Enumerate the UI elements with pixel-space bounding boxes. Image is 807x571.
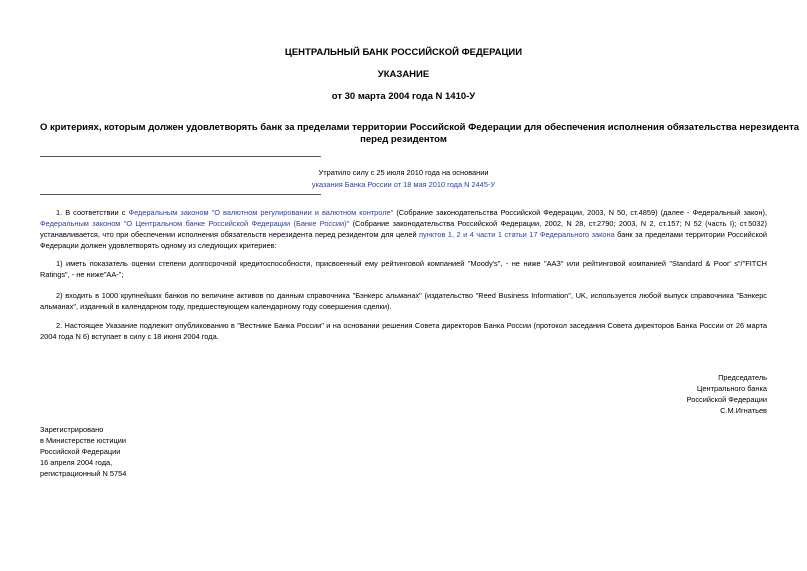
status-note-link[interactable]: указания Банка России от 18 мая 2010 года N 2445-У xyxy=(311,180,496,189)
registration-line-5: регистрационный N 5754 xyxy=(40,469,127,478)
paragraph-2: 2. Настоящее Указание подлежит опубликованию в "Вестнике Банка России" и на основании решения Совета директоров Банка России (протокол заседания Совета директоров Банка России от 26 марта 2004 года N 6) вступает в силу с 18 июня 2004 года. xyxy=(40,321,767,341)
signature-line-1: Председатель xyxy=(718,373,767,382)
document-title-line-1: О критериях, которым должен удовлетворять банк за пределами территории Российской Федерации для обеспечения исполнения обязательства нерезидента xyxy=(40,122,800,133)
paragraph-1-text-c: (Собрание законодательства Российской Федерации, 2002, N 28, ст.2790; 2003, N 2, ст.157; N 52 (часть I); ст.5032) устанавливается, что при обеспечении исполнения обязательств нерезидента перед резидентом для целей xyxy=(40,219,767,239)
registration-line-3: Российской Федерации xyxy=(40,447,121,456)
issuer-heading: ЦЕНТРАЛЬНЫЙ БАНК РОССИЙСКОЙ ФЕДЕРАЦИИ xyxy=(284,47,523,58)
paragraph-1 xyxy=(40,207,767,251)
signature-line-4: С.М.Игнатьев xyxy=(720,406,767,415)
document-title xyxy=(40,122,800,146)
document-title-line-2: перед резидентом xyxy=(360,134,447,145)
registration-block xyxy=(40,424,126,479)
link-currency-law[interactable]: Федеральным законом "О валютном регулировании и валютном контроле" xyxy=(128,208,394,217)
paragraph-1-text-a: 1. В соответствии с xyxy=(56,208,129,217)
status-note-text: Утратило силу с 25 июля 2010 года на основании xyxy=(318,168,489,177)
registration-line-2: в Министерстве юстиции xyxy=(40,436,127,445)
signature-block xyxy=(687,372,767,416)
separator-rule-bottom xyxy=(40,194,321,195)
registration-line-4: 16 апреля 2004 года, xyxy=(40,458,113,467)
document-date-number: от 30 марта 2004 года N 1410-У xyxy=(331,91,476,102)
criterion-1: 1) иметь показатель оценки степени долгосрочной кредитоспособности, присвоенный ему рейтинговой компанией "Moody's", - не ниже "ААЗ" или рейтинговой компанией "Standard & Poor' s"/"FITCH Ratings", - не ниже"АА-"; xyxy=(40,259,767,279)
paragraph-1-text-b: (Собрание законодательства Российской Федерации, 2003, N 50, ст.4859) (далее - Федеральный закон), xyxy=(393,208,767,217)
link-central-bank-law[interactable]: Федеральным законом "О Центральном банке Российской Федерации (Банке России)" xyxy=(40,219,350,228)
separator-rule-top xyxy=(40,156,321,157)
signature-line-3: Российской Федерации xyxy=(686,395,767,404)
criterion-2: 2) входить в 1000 крупнейших банков по величине активов по данным справочника "Бэнкерс альманах" (издательство "Reed Business Information", UK, используется любой выпуск справочника "Бэнкерс альманах", изданный в календарном году, предшествующем календарному году совершения сделки). xyxy=(40,291,767,311)
link-article-17[interactable]: пунктов 1, 2 и 4 части 1 статьи 17 Федерального закона xyxy=(419,230,615,239)
registration-line-1: Зарегистрировано xyxy=(40,425,104,434)
document-type-heading: УКАЗАНИЕ xyxy=(377,69,430,80)
paragraph-1-text-d: банк за пределами территории Российской Федерации должен удовлетворять одному из следующих критериев: xyxy=(40,230,768,250)
status-note xyxy=(0,167,807,191)
signature-line-2: Центрального банка xyxy=(696,384,767,393)
